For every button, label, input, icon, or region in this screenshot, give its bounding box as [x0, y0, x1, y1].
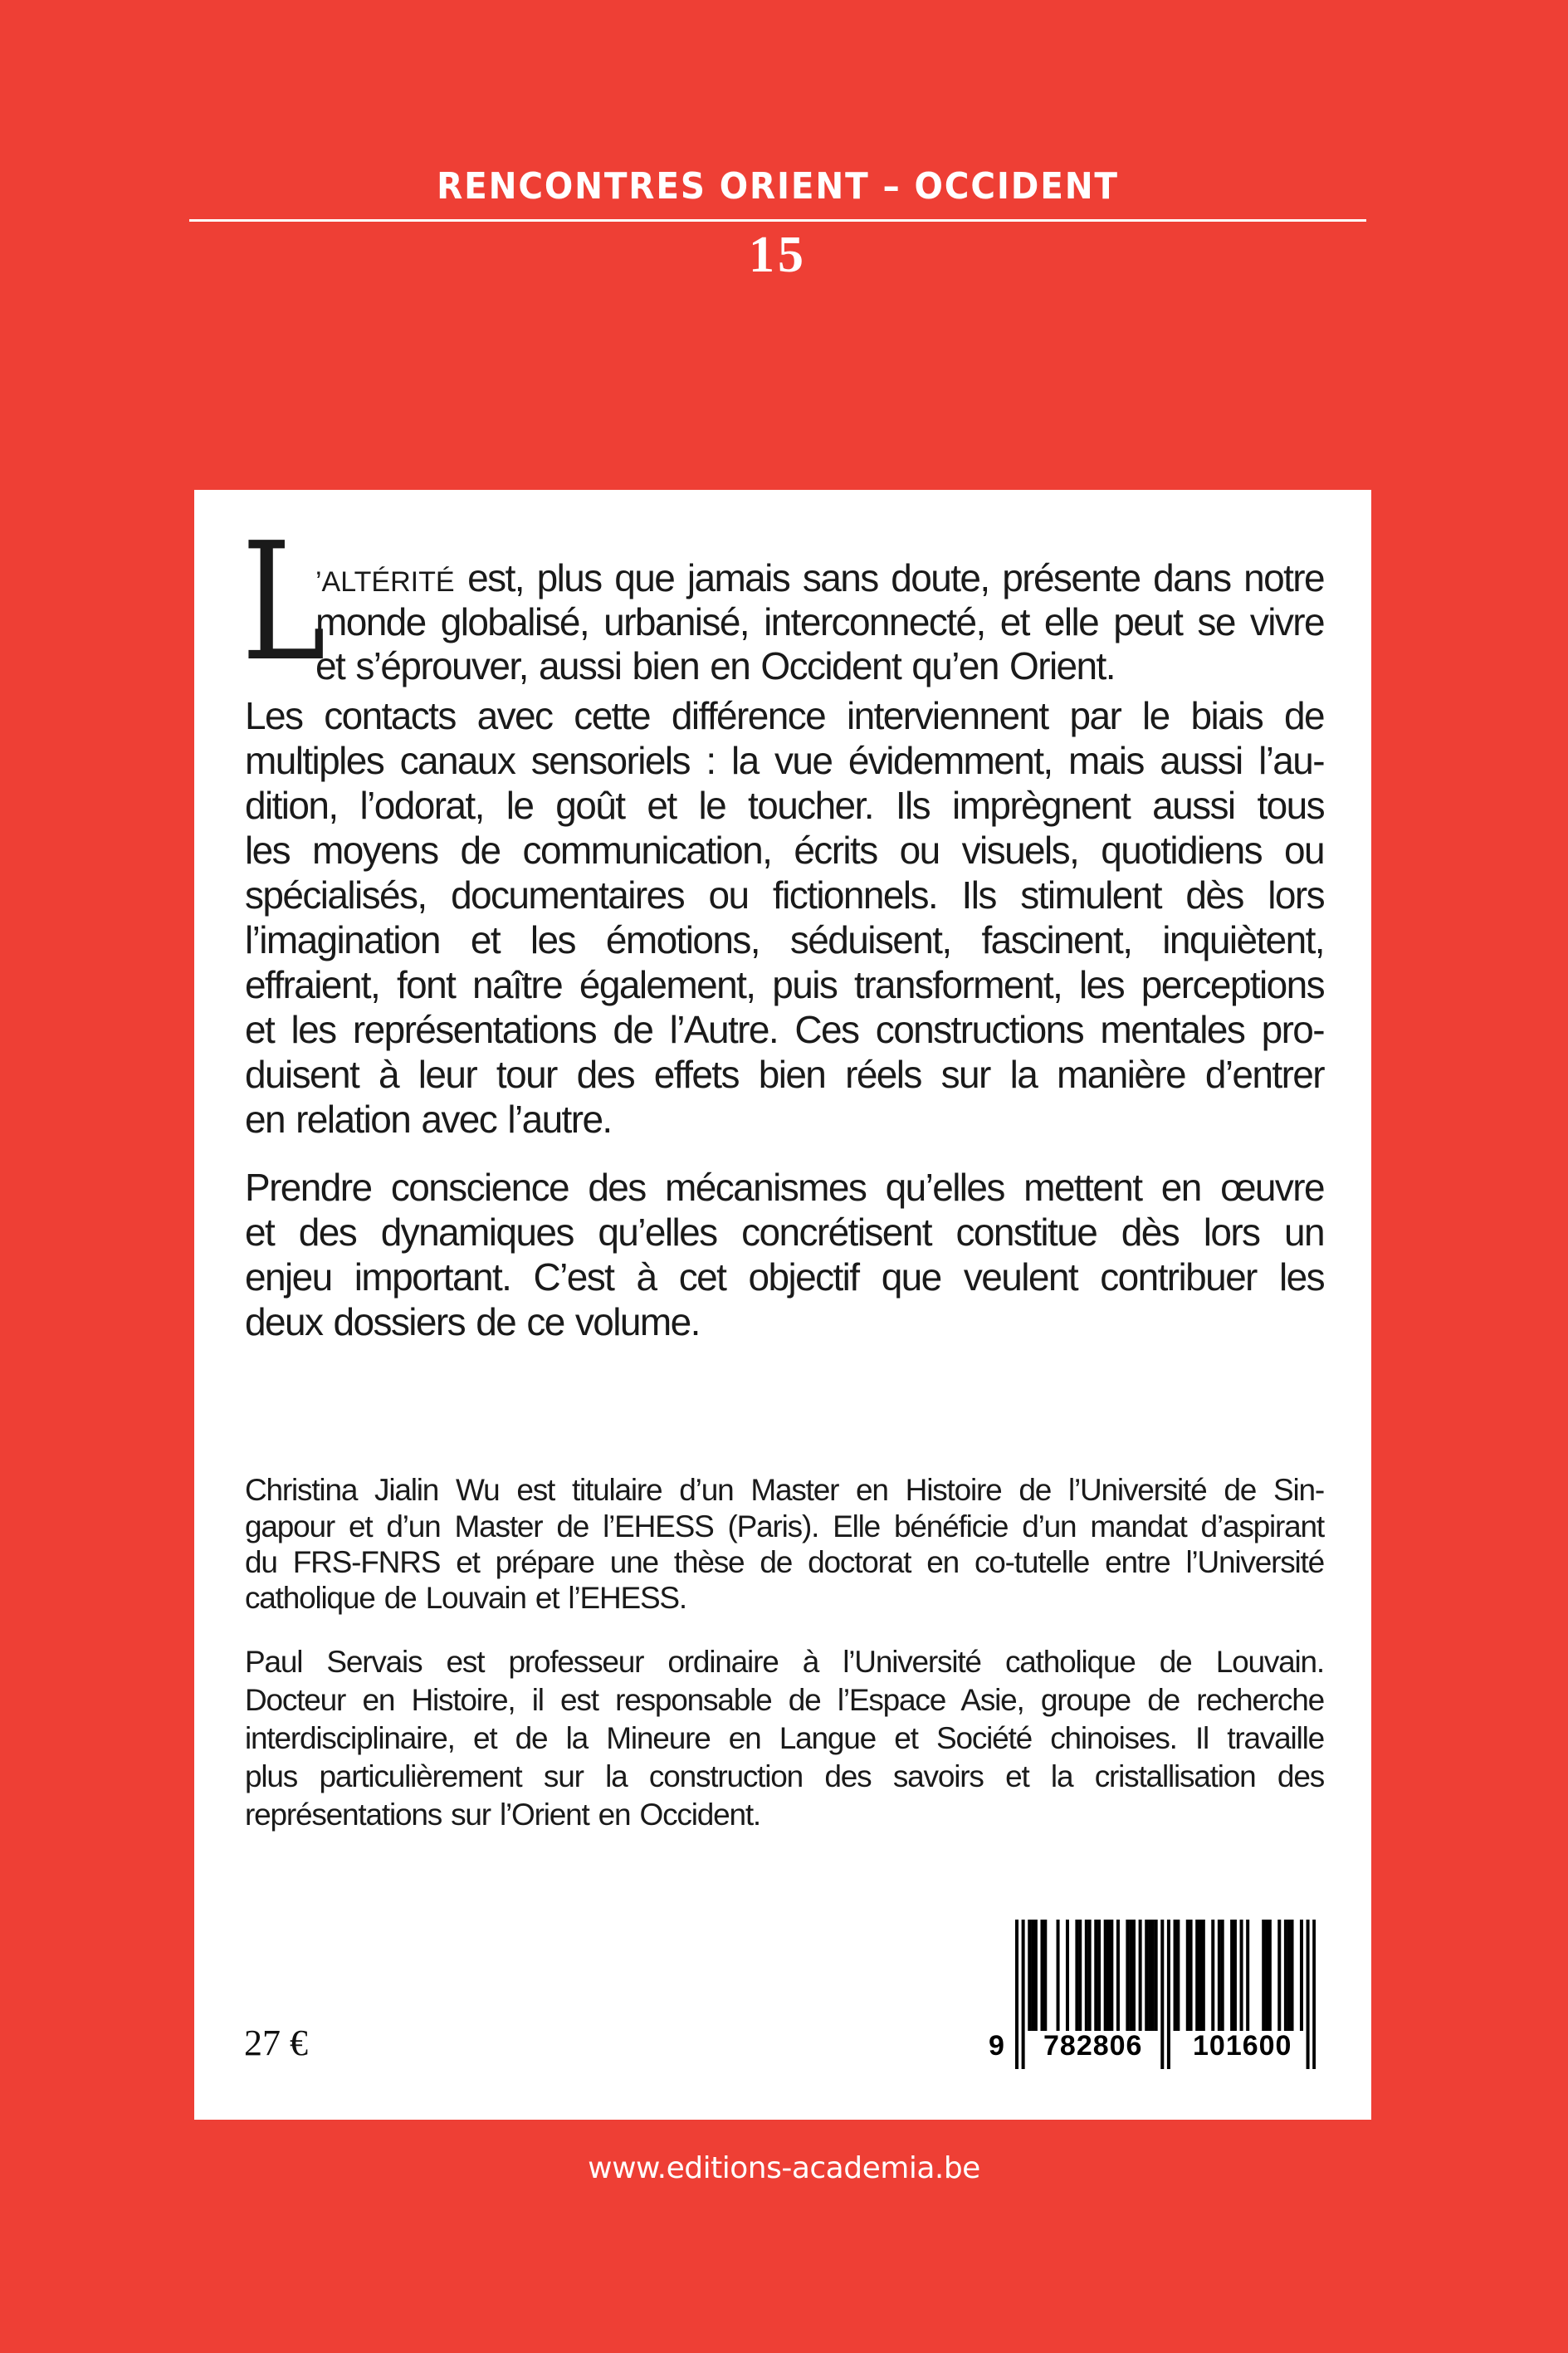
blurb-p1-line-1 [315, 556, 1324, 604]
blurb-p2-line-1: Les contacts avec cette différence interviennent par le biais de [245, 694, 1324, 737]
blurb-p2-line-2: multiples canaux sensoriels : la vue évidemment, mais aussi l’au- [245, 739, 1324, 782]
bio-servais-line-2: Docteur en Histoire, il est responsable de l’Espace Asie, groupe de recherche [245, 1683, 1324, 1717]
blurb-p1-line-3: et s’éprouver, aussi bien en Occident qu’en Orient. [315, 644, 1115, 687]
bio-wu-line-3: du FRS-FNRS et prépare une thèse de doctorat en co-tutelle entre l’Université [245, 1545, 1324, 1579]
blurb-p2-line-9: duisent à leur tour des effets bien réels sur la manière d’entrer [245, 1053, 1324, 1096]
blurb-p3-line-3: enjeu important. C’est à cet objectif que veulent contribuer les [245, 1255, 1324, 1299]
publisher-website-link[interactable]: www.editions-academia.be [588, 2151, 980, 2185]
bio-wu-line-4: catholique de Louvain et l’EHESS. [245, 1581, 686, 1615]
barcode-prefix-digit: 9 [989, 2030, 1004, 2062]
blurb-p3-line-1: Prendre conscience des mécanismes qu’elles mettent en œuvre [245, 1166, 1324, 1209]
blurb-p2-line-3: dition, l’odorat, le goût et le toucher. Ils imprègnent aussi tous [245, 784, 1324, 827]
barcode-right-group: 101600 [1193, 2030, 1292, 2062]
header-rule [189, 219, 1366, 222]
volume-number: 15 [749, 227, 807, 283]
bio-wu-line-2: gapour et d’un Master de l’EHESS (Paris). Elle bénéficie d’un mandat d’aspirant [245, 1509, 1324, 1543]
blurb-p2-line-8: et les représentations de l’Autre. Ces constructions mentales pro- [245, 1008, 1324, 1051]
bio-servais-line-1: Paul Servais est professeur ordinaire à l’Université catholique de Louvain. [245, 1645, 1324, 1679]
isbn-barcode [989, 1920, 1316, 2071]
blurb-p2-line-4: les moyens de communication, écrits ou visuels, quotidiens ou [245, 829, 1324, 872]
blurb-p1-line-2: monde globalisé, urbanisé, interconnecté, et elle peut se vivre [315, 600, 1324, 643]
blurb-p2-line-6: l’imagination et les émotions, séduisent, fascinent, inquiètent, [245, 918, 1324, 961]
bio-servais-line-4: plus particulièrement sur la construction des savoirs et la cristallisation des [245, 1759, 1324, 1793]
blurb-p2-line-7: effraient, font naître également, puis transforment, les perceptions [245, 963, 1324, 1006]
blurb-p2-line-5: spécialisés, documentaires ou fictionnels. Ils stimulent dès lors [245, 873, 1324, 917]
back-cover-panel [194, 490, 1371, 2120]
blurb-p3-line-4: deux dossiers de ce volume. [245, 1300, 700, 1343]
bio-servais-line-5: représentations sur l’Orient en Occident. [245, 1798, 761, 1832]
bio-wu-line-1: Christina Jialin Wu est titulaire d’un Master en Histoire de l’Université de Sin- [245, 1473, 1324, 1507]
blurb-p3-line-2: et des dynamiques qu’elles concrétisent constitue dès lors un [245, 1211, 1324, 1254]
first-word-smallcaps: ’ALTÉRITÉ [315, 566, 455, 598]
blurb-p2-line-10: en relation avec l’autre. [245, 1098, 612, 1141]
drop-cap: L [242, 508, 326, 697]
barcode-left-group: 782806 [1043, 2030, 1143, 2062]
series-title: RENCONTRES ORIENT – OCCIDENT [437, 165, 1119, 208]
price: 27 € [244, 2023, 308, 2063]
blurb-text: est, plus que jamais sans doute, présente dans notre [454, 556, 1324, 599]
bio-servais-line-3: interdisciplinaire, et de la Mineure en Langue et Société chinoises. Il travaille [245, 1721, 1324, 1755]
